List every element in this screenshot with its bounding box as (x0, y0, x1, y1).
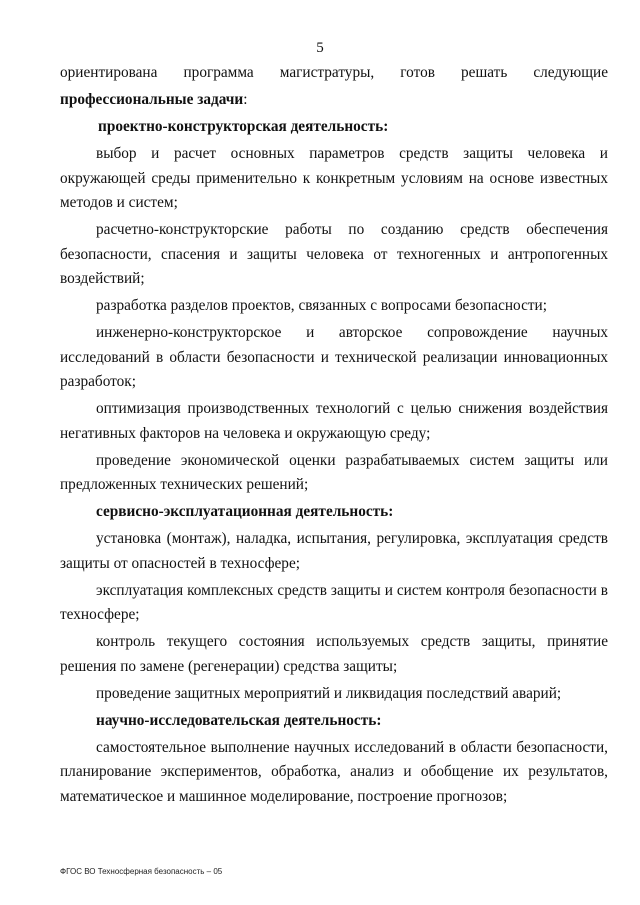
tasks-colon: : (243, 91, 248, 109)
list-item-service-2: эксплуатация комплексных средств защиты и систем контроля безопасности в техносфере; (60, 581, 608, 624)
footer-caption: ФГОС ВО Техносферная безопасность – 05 (60, 867, 223, 876)
list-item-service-4: проведение защитных мероприятий и ликвидация последствий аварий; (96, 684, 562, 702)
tasks-term: профессиональные задачи (60, 91, 244, 109)
list-item-service-1: установка (монтаж), наладка, испытания, регулировка, эксплуатация средств защиты от опасностей в техносфере; (60, 530, 608, 572)
intro-line: ориентирована программа магистратуры, готов решать следующие (60, 64, 608, 81)
section-heading-service: сервисно-эксплуатационная деятельность: (96, 503, 394, 521)
list-item-design-5: оптимизация производственных технологий с целью снижения воздействия негативных факторов на человека и окружающую среду; (60, 400, 608, 442)
list-item-design-3: разработка разделов проектов, связанных с вопросами безопасности; (96, 297, 547, 315)
document-body (60, 61, 608, 812)
list-item-service-3: контроль текущего состояния используемых средств защиты, принятие решения по замене (регенерации) средства защиты; (60, 633, 608, 675)
list-item-design-2: расчетно-конструкторские работы по созданию средств обеспечения безопасности, спасения и защиты человека от техногенных и антропогенных воздействий; (60, 221, 608, 287)
section-heading-research: научно-исследовательская деятельность: (96, 711, 382, 729)
list-item-research-1: самостоятельное выполнение научных исследований в области безопасности, планирование экспериментов, обработка, анализ и обобщение их результатов, математическое и машинное моделирование, построение прогнозов; (60, 738, 608, 805)
list-item-design-6: проведение экономической оценки разрабатываемых систем защиты или предложенных технических решений; (60, 451, 608, 493)
list-item-design-1: выбор и расчет основных параметров средств защиты человека и окружающей среды применительно к конкретным условиям на основе известных методов и систем; (60, 145, 608, 212)
list-item-design-4: инженерно-конструкторское и авторское сопровождение научных исследований в области безопасности и технической реализации инновационных разработок; (60, 324, 608, 390)
intro-tasks-line (60, 88, 608, 112)
page-number: 5 (316, 40, 324, 56)
section-heading-design: проектно-конструкторская деятельность: (98, 118, 389, 136)
